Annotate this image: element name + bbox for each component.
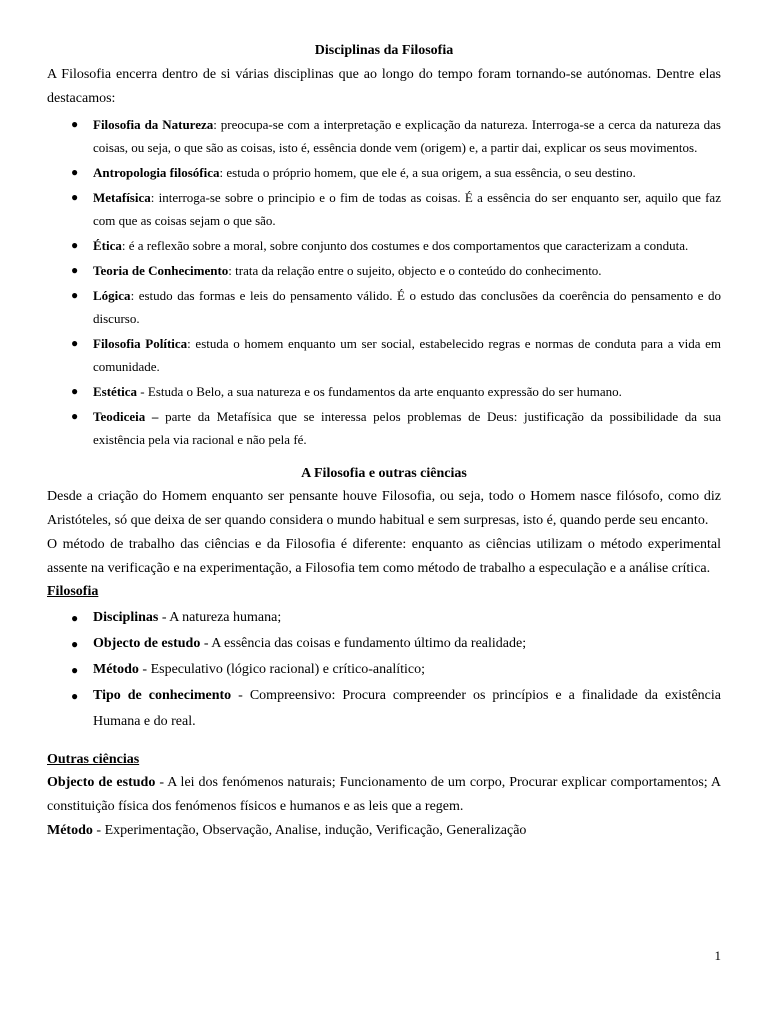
bullet-icon: ● xyxy=(71,288,79,302)
item-term: Filosofia Política xyxy=(93,336,188,351)
item-text: Especulativo (lógico racional) e crítico-analítico; xyxy=(150,662,425,677)
intro-paragraph: A Filosofia encerra dentro de si várias disciplinas que ao longo do tempo foram tornando-se autónomas. Dentre elas destacamos: xyxy=(47,67,721,106)
list-item: ● Objecto de estudo - A essência das coisas e fundamento último da realidade; xyxy=(47,631,721,657)
disciplines-list xyxy=(47,113,721,451)
bullet-icon: ● xyxy=(71,611,79,625)
item-term: Método xyxy=(93,662,139,677)
item-text: estuda o homem enquanto um ser social, estabelecido regras e normas de conduta para a vida em comunidade. xyxy=(93,336,721,374)
bullet-icon: ● xyxy=(71,117,79,131)
bullet-icon: ● xyxy=(71,637,79,651)
list-item: ● Teoria de Conhecimento: trata da relação entre o sujeito, objecto e o conteúdo do conhecimento. xyxy=(47,259,721,282)
item-text: Experimentação, Observação, Analise, indução, Verificação, Generalização xyxy=(104,823,527,838)
bullet-icon: ● xyxy=(71,384,79,398)
list-item: ● Lógica: estudo das formas e leis do pensamento válido. É o estudo das conclusões da coerência do pensamento e do discurso. xyxy=(47,284,721,330)
list-item: ● Disciplinas - A natureza humana; xyxy=(47,605,721,631)
bullet-icon: ● xyxy=(71,238,79,252)
item-text: A natureza humana; xyxy=(169,610,282,625)
item-text: estudo das formas e leis do pensamento válido. É o estudo das conclusões da coerência do pensamento e do discurso. xyxy=(93,288,721,326)
item-text: preocupa-se com a interpretação e explicação da natureza. Interroga-se a cerca da natureza das coisas, ou seja, o que são as coisas, isto é, essência donde vem (origem) e, a partir dai, explicar os seus movimentos. xyxy=(93,117,721,155)
item-term: Método xyxy=(47,823,93,838)
item-term: Teoria de Conhecimento xyxy=(93,263,229,278)
item-term: Filosofia da Natureza xyxy=(93,117,214,132)
item-term: Lógica xyxy=(93,288,131,303)
filosofia-heading: Filosofia xyxy=(47,584,99,599)
list-item xyxy=(47,405,721,451)
page-title: Disciplinas da Filosofia xyxy=(314,43,454,58)
bullet-icon: ● xyxy=(71,165,79,179)
section-title: A Filosofia e outras ciências xyxy=(301,466,467,481)
item-text: interroga-se sobre o principio e o fim de todas as coisas. É a essência do ser enquanto ser, aquilo que faz com que as coisas sejam o que são. xyxy=(93,190,721,228)
list-item: ● Filosofia da Natureza: preocupa-se com a interpretação e explicação da natureza. Interroga-se a cerca da natureza das coisas, ou seja, o que são as coisas, isto é, essência donde vem (origem) e, a partir dai, explicar os seus movimentos. xyxy=(47,113,721,159)
item-text: Estuda o Belo, a sua natureza e os fundamentos da arte enquanto expressão do ser humano. xyxy=(147,384,622,399)
bullet-icon: ● xyxy=(71,409,79,423)
section-paragraph: O método de trabalho das ciências e da Filosofia é diferente: enquanto as ciências utilizam o método experimental assente na verificação e na experimentação, a Filosofia tem como método de trabalho a especulação e a análise crítica. xyxy=(47,537,721,576)
outras-metodo: Método - Experimentação, Observação, Analise, indução, Verificação, Generalização xyxy=(47,823,527,838)
outras-objecto: Objecto de estudo - A lei dos fenómenos naturais; Funcionamento de um corpo, Procurar explicar comportamentos; A constituição física dos fenómenos físicos e humanos e as leis que a regem. xyxy=(47,775,722,814)
item-term: Teodiceia – xyxy=(93,409,159,424)
item-text: é a reflexão sobre a moral, sobre conjunto dos costumes e dos comportamentos que caracterizam a conduta. xyxy=(128,238,689,253)
bullet-icon: ● xyxy=(71,336,79,350)
bullet-icon: ● xyxy=(71,663,79,677)
list-item: ● Método - Especulativo (lógico racional) e crítico-analítico; xyxy=(47,657,721,683)
item-term: Objecto de estudo xyxy=(47,775,156,790)
item-term: Tipo de conhecimento xyxy=(93,688,232,703)
list-item: ● Antropologia filosófica: estuda o próprio homem, que ele é, a sua origem, a sua essência, o seu destino. xyxy=(47,161,721,184)
item-term: Antropologia filosófica xyxy=(93,165,220,180)
item-term: Disciplinas xyxy=(93,610,159,625)
item-text: parte da Metafísica que se interessa pelos problemas de Deus: justificação da possibilidade da sua existência pela via racional e não pela fé. xyxy=(93,409,721,447)
item-term: Objecto de estudo xyxy=(93,636,201,651)
item-text: trata da relação entre o sujeito, objecto e o conteúdo do conhecimento. xyxy=(235,263,602,278)
list-item: ● Tipo de conhecimento - Compreensivo: Procura compreender os princípios e a finalidade da existência Humana e do real. xyxy=(47,683,721,735)
item-text: A essência das coisas e fundamento último da realidade; xyxy=(211,636,527,651)
item-text: estuda o próprio homem, que ele é, a sua origem, a sua essência, o seu destino. xyxy=(226,165,636,180)
item-term: Metafísica xyxy=(93,190,151,205)
list-item: ● Metafísica: interroga-se sobre o principio e o fim de todas as coisas. É a essência do ser enquanto ser, aquilo que faz com que as coisas sejam o que são. xyxy=(47,186,721,232)
item-text: A lei dos fenómenos naturais; Funcionamento de um corpo, Procurar explicar comportamentos; A constituição física dos fenómenos físicos e humanos e as leis que a regem. xyxy=(47,775,722,814)
outras-heading: Outras ciências xyxy=(47,752,140,767)
bullet-icon: ● xyxy=(71,689,79,703)
item-term: Estética xyxy=(93,384,138,399)
item-text: Compreensivo: Procura compreender os princípios e a finalidade da existência Humana e do real. xyxy=(93,688,721,729)
section-paragraph: Desde a criação do Homem enquanto ser pensante houve Filosofia, ou seja, todo o Homem nasce filósofo, como diz Aristóteles, só que deixa de ser quando considera o mundo habitual e sem surpresas, isto é, quando perde seu encanto. xyxy=(47,489,721,528)
list-item: ● Ética: é a reflexão sobre a moral, sobre conjunto dos costumes e dos comportamentos que caracterizam a conduta. xyxy=(47,234,721,257)
list-item: ● Estética - Estuda o Belo, a sua natureza e os fundamentos da arte enquanto expressão do ser humano. xyxy=(47,380,721,403)
bullet-icon: ● xyxy=(71,263,79,277)
filosofia-list xyxy=(47,605,721,735)
list-item: ● Filosofia Política: estuda o homem enquanto um ser social, estabelecido regras e normas de conduta para a vida em comunidade. xyxy=(47,332,721,378)
page-number: 1 xyxy=(714,948,721,963)
bullet-icon: ● xyxy=(71,190,79,204)
item-term: Ética xyxy=(93,238,122,253)
